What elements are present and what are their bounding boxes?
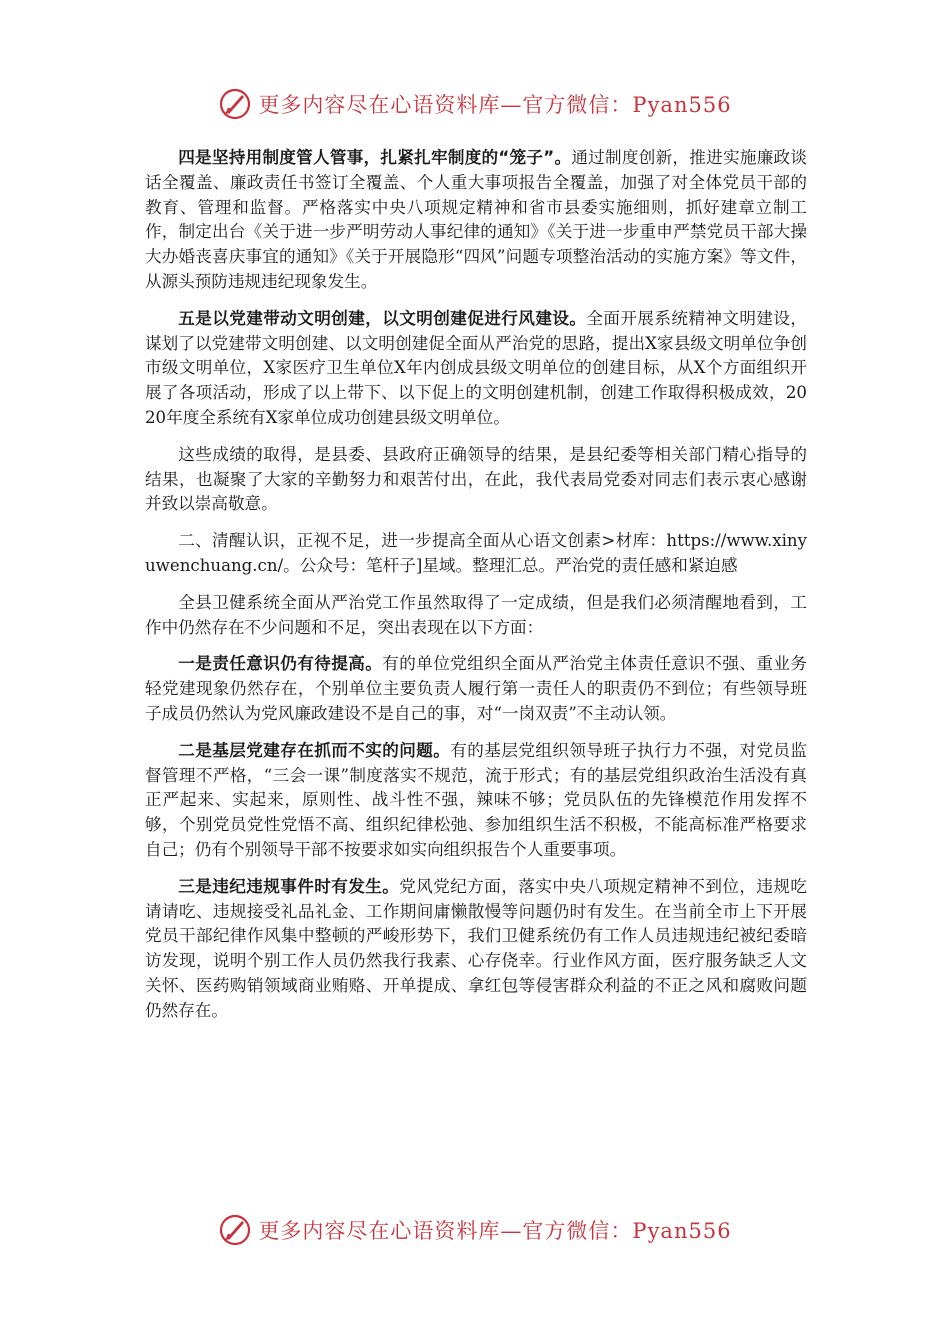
paragraph [145, 146, 807, 295]
paragraph-body: 这些成绩的取得，是县委、县政府正确领导的结果，是县纪委等相关部门精心指导的结果，也凝聚了大家的辛勤努力和艰苦付出，在此，我代表局党委对同志们表示衷心感谢并致以崇高敬意。 [145, 444, 807, 514]
paragraph [145, 443, 807, 517]
paragraph-body: 有的基层党组织领导班子执行力不强，对党员监督管理不严格，“三会一课”制度落实不规范，流于形式；有的基层党组织政治生活没有真正严起来、实起来，原则性、战斗性不强，辣味不够；党员队伍的先锋模范作用发挥不够，个别党员党性党悟不高、组织纪律松弛、参加组织生活不积极，不能高标准严格要求自己；仍有个别领导干部不按要求如实向组织报告个人重要事项。 [145, 740, 808, 859]
paragraph [145, 307, 807, 431]
paragraph-body: 二、清醒认识，正视不足，进一步提高全面从心语文创素>材库：https://www.xinyuwenchuang.cn/。公众号：笔杆子]星域。整理汇总。严治党的责任感和紧迫感 [145, 531, 807, 575]
paragraph-body: 通过制度创新，推进实施廉政谈话全覆盖、廉政责任书签订全覆盖、个人重大事项报告全覆盖，加强了对全体党员干部的教育、管理和监督。严格落实中央八项规定精神和省市县委实施细则，抓好建章立制工作，制定出台《关于进一步严明劳动人事纪律的通知》《关于进一步重申严禁党员干部大操大办婚丧喜庆事宜的通知》《关于开展隐形“四风”问题专项整治活动的实施方案》等文件，从源头预防违规违纪现象发生。 [145, 148, 808, 291]
banner-text: 更多内容尽在心语资料库—官方微信：Pyan556 [258, 93, 732, 117]
quill-logo-icon [218, 87, 252, 121]
paragraph-lead: 三是违纪违规事件时有发生。 [178, 876, 400, 896]
paragraph-lead: 五是以党建带动文明创建，以文明创建促进行风建设。 [178, 308, 587, 328]
paragraph-body: 全面开展系统精神文明建设，谋划了以党建带文明创建、以文明创建促全面从严治党的思路，提出X家县级文明单位争创市级文明单位，X家医疗卫生单位X年内创成县级文明单位的创建目标，从X个方面组织开展了各项活动，形成了以上带下、以下促上的文明创建机制，创建工作取得积极成效，2020年度全系统有X家单位成功创建县级文明单位。 [145, 308, 808, 427]
paragraph-body: 党风党纪方面，落实中央八项规定精神不到位，违规吃请请吃、违规接受礼品礼金、工作期间庸懒散慢等问题仍时有发生。在当前全市上下开展党员干部纪律作风集中整顿的严峻形势下，我们卫健系统仍有工作人员违规违纪被纪委暗访发现，说明个别工作人员仍然我行我素、心存侥幸。行业作风方面，医疗服务缺乏人文关怀、医药购销领域商业贿赂、开单提成、拿红包等侵害群众利益的不正之风和腐败问题仍然存在。 [145, 876, 808, 1020]
paragraph-body: 全县卫健系统全面从严治党工作虽然取得了一定成绩，但是我们必须清醒地看到，工作中仍然存在不少问题和不足，突出表现在以下方面： [145, 592, 807, 637]
quill-logo-icon [218, 1213, 252, 1247]
header-banner [0, 84, 950, 124]
paragraph [145, 875, 807, 1024]
paragraph [145, 591, 807, 641]
section-heading [145, 529, 807, 579]
paragraph-lead: 二是基层党建存在抓而不实的问题。 [178, 740, 451, 760]
paragraph [145, 652, 807, 726]
footer-banner [0, 1210, 950, 1250]
paragraph-body: 有的单位党组织全面从严治党主体责任意识不强、重业务轻党建现象仍然存在，个别单位主要负责人履行第一责任人的职责仍不到位；有些领导班子成员仍然认为党风廉政建设不是自己的事，对“一岗双责”不主动认领。 [145, 654, 808, 723]
paragraph-lead: 一是责任意识仍有待提高。 [178, 654, 383, 674]
paragraph [145, 739, 807, 863]
document-body [145, 146, 807, 1036]
banner-text: 更多内容尽在心语资料库—官方微信：Pyan556 [258, 1219, 732, 1243]
paragraph-lead: 四是坚持用制度管人管事，扎紧扎牢制度的“笼子”。 [178, 148, 572, 167]
